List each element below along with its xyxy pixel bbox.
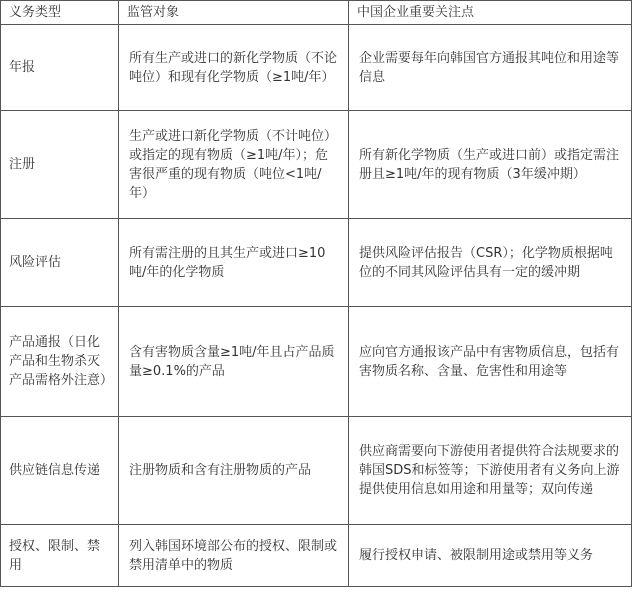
- table-row: [1, 111, 632, 219]
- header-key-concerns: 中国企业重要关注点: [349, 1, 632, 25]
- obligation-type-cell: 年报: [1, 25, 119, 111]
- table-row: [1, 219, 632, 307]
- table-row: [1, 525, 632, 587]
- obligation-type-cell: 注册: [1, 111, 119, 219]
- regulated-object-cell: 所有生产或进口的新化学物质（不论吨位）和现有化学物质（≥1吨/年）: [119, 25, 349, 111]
- key-concern-cell: 应向官方通报该产品中有害物质信息，包括有害物质名称、含量、危害性和用途等: [349, 307, 632, 417]
- header-regulated-object: 监管对象: [119, 1, 349, 25]
- key-concern-cell: 企业需要每年向韩国官方通报其吨位和用途等信息: [349, 25, 632, 111]
- table-row: [1, 25, 632, 111]
- key-concern-cell: 所有新化学物质（生产或进口前）或指定需注册且≥1吨/年的现有物质（3年缓冲期）: [349, 111, 632, 219]
- regulated-object-cell: 含有害物质含量≥1吨/年且占产品质量≥0.1%的产品: [119, 307, 349, 417]
- regulated-object-cell: 注册物质和含有注册物质的产品: [119, 417, 349, 525]
- table-row: [1, 307, 632, 417]
- table-row: [1, 417, 632, 525]
- key-concern-cell: 履行授权申请、被限制用途或禁用等义务: [349, 525, 632, 587]
- regulated-object-cell: 列入韩国环境部公布的授权、限制或禁用清单中的物质: [119, 525, 349, 587]
- header-obligation-type: 义务类型: [1, 1, 119, 25]
- obligation-type-cell: 供应链信息传递: [1, 417, 119, 525]
- key-concern-cell: 提供风险评估报告（CSR）；化学物质根据吨位的不同其风险评估具有一定的缓冲期: [349, 219, 632, 307]
- regulated-object-cell: 生产或进口新化学物质（不计吨位）或指定的现有物质（≥1吨/年）；危害很严重的现有物质（吨位<1吨/年）: [119, 111, 349, 219]
- obligation-type-cell: 授权、限制、禁用: [1, 525, 119, 587]
- key-concern-cell: 供应商需要向下游使用者提供符合法规要求的韩国SDS和标签等；下游使用者有义务向上游提供使用信息如用途和用量等；双向传递: [349, 417, 632, 525]
- table-header-row: [1, 1, 632, 25]
- obligation-type-cell: 风险评估: [1, 219, 119, 307]
- obligation-type-cell: 产品通报（日化产品和生物杀灭产品需格外注意）: [1, 307, 119, 417]
- regulated-object-cell: 所有需注册的且其生产或进口≥10吨/年的化学物质: [119, 219, 349, 307]
